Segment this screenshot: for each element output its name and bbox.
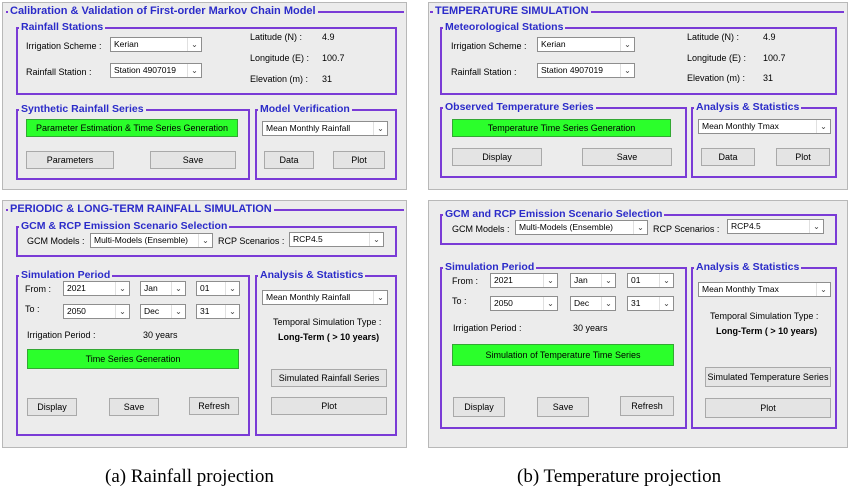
irrigation-period-label: Irrigation Period :	[27, 330, 96, 340]
chevron-down-icon: ⌄	[659, 274, 673, 287]
to-year-select[interactable]: 2050 ⌄	[490, 296, 558, 311]
save-button[interactable]: Save	[537, 397, 589, 417]
latitude-label: Latitude (N) :	[687, 32, 740, 42]
irrigation-period-value: 30 years	[143, 330, 178, 340]
save-button[interactable]: Save	[109, 398, 159, 416]
temperature-simulation-button[interactable]: Simulation of Temperature Time Series	[452, 344, 674, 366]
longitude-value: 100.7	[763, 53, 786, 63]
temperature-caption: (b) Temperature projection	[517, 466, 722, 487]
display-button[interactable]: Display	[452, 148, 542, 166]
plot-button[interactable]: Plot	[333, 151, 385, 169]
simulated-rainfall-series-button[interactable]: Simulated Rainfall Series	[271, 369, 387, 387]
from-month-select[interactable]: Jan ⌄	[140, 281, 186, 296]
from-label: From :	[25, 284, 51, 294]
chevron-down-icon: ⌄	[633, 221, 647, 234]
chevron-down-icon: ⌄	[115, 282, 129, 295]
latitude-value: 4.9	[322, 32, 335, 42]
rcp-scenarios-label: RCP Scenarios :	[218, 236, 285, 246]
rcp-scenarios-select[interactable]: RCP4.5 ⌄	[289, 232, 384, 247]
meteorological-stations-title: Meteorological Stations	[445, 21, 564, 33]
chevron-down-icon: ⌄	[816, 283, 830, 296]
chevron-down-icon: ⌄	[816, 120, 830, 133]
chevron-down-icon: ⌄	[115, 305, 129, 318]
latitude-label: Latitude (N) :	[250, 32, 303, 42]
display-button[interactable]: Display	[27, 398, 77, 416]
display-button[interactable]: Display	[453, 397, 505, 417]
analysis-statistics-title: Analysis & Statistics	[260, 269, 364, 281]
analysis-select[interactable]: Mean Monthly Rainfall ⌄	[262, 290, 388, 305]
chevron-down-icon: ⌄	[809, 220, 823, 233]
chevron-down-icon: ⌄	[171, 282, 185, 295]
to-day-select[interactable]: 31 ⌄	[627, 296, 674, 311]
irrigation-scheme-select[interactable]: Kerian ⌄	[110, 37, 202, 52]
chevron-down-icon: ⌄	[369, 233, 383, 246]
elevation-value: 31	[322, 74, 333, 84]
plot-button[interactable]: Plot	[271, 397, 387, 415]
save-button[interactable]: Save	[150, 151, 236, 169]
plot-button[interactable]: Plot	[776, 148, 830, 166]
from-year-select[interactable]: 2021 ⌄	[63, 281, 130, 296]
rainfall-calibration-title: Calibration & Validation of First-order Markov Chain Model	[10, 5, 316, 17]
data-button[interactable]: Data	[264, 151, 314, 169]
longitude-value: 100.7	[322, 53, 345, 63]
elevation-label: Elevation (m) :	[687, 73, 746, 83]
chevron-down-icon: ⌄	[171, 305, 185, 318]
gcm-models-select[interactable]: Multi-Models (Ensemble) ⌄	[515, 220, 648, 235]
gcm-models-label: GCM Models :	[27, 236, 85, 246]
to-label: To :	[25, 304, 40, 314]
plot-button[interactable]: Plot	[705, 398, 831, 418]
chevron-down-icon: ⌄	[187, 64, 201, 77]
from-day-select[interactable]: 01 ⌄	[196, 281, 240, 296]
rainfall-station-select[interactable]: Station 4907019 ⌄	[537, 63, 635, 78]
gcm-rcp-title: GCM and RCP Emission Scenario Selection	[445, 208, 663, 220]
chevron-down-icon: ⌄	[373, 291, 387, 304]
irrigation-period-value: 30 years	[573, 323, 608, 333]
from-label: From :	[452, 276, 478, 286]
chevron-down-icon: ⌄	[225, 305, 239, 318]
temperature-simulation-title: TEMPERATURE SIMULATION	[435, 5, 589, 17]
analysis-statistics-frame	[691, 107, 837, 178]
gcm-models-label: GCM Models :	[452, 224, 510, 234]
rcp-scenarios-select[interactable]: RCP4.5 ⌄	[727, 219, 824, 234]
to-label: To :	[452, 296, 467, 306]
observed-temperature-frame	[440, 107, 687, 178]
to-day-select[interactable]: 31 ⌄	[196, 304, 240, 319]
analysis-statistics-title: Analysis & Statistics	[696, 261, 800, 273]
chevron-down-icon: ⌄	[620, 64, 634, 77]
temporal-type-label: Temporal Simulation Type :	[710, 311, 819, 321]
rainfall-simulation-title: PERIODIC & LONG-TERM RAINFALL SIMULATION	[10, 203, 272, 215]
analysis-select[interactable]: Mean Monthly Tmax ⌄	[698, 282, 831, 297]
to-year-select[interactable]: 2050 ⌄	[63, 304, 130, 319]
rainfall-station-label: Rainfall Station :	[451, 67, 517, 77]
temporal-type-label: Temporal Simulation Type :	[273, 317, 382, 327]
verification-select[interactable]: Mean Monthly Rainfall ⌄	[262, 121, 388, 136]
chevron-down-icon: ⌄	[543, 274, 557, 287]
analysis-statistics-title: Analysis & Statistics	[696, 101, 800, 113]
model-verification-frame	[255, 109, 397, 180]
irrigation-period-label: Irrigation Period :	[453, 323, 522, 333]
synthetic-rainfall-title: Synthetic Rainfall Series	[21, 103, 144, 115]
simulated-temperature-series-button[interactable]: Simulated Temperature Series	[705, 367, 831, 387]
gcm-models-select[interactable]: Multi-Models (Ensemble) ⌄	[90, 233, 213, 248]
temporal-type-value: Long-Term ( > 10 years)	[716, 326, 818, 336]
parameters-button[interactable]: Parameters	[26, 151, 114, 169]
elevation-value: 31	[763, 73, 774, 83]
chevron-down-icon: ⌄	[659, 297, 673, 310]
irrigation-scheme-label: Irrigation Scheme :	[451, 41, 527, 51]
refresh-button[interactable]: Refresh	[620, 396, 674, 416]
rcp-scenarios-label: RCP Scenarios :	[653, 224, 720, 234]
longitude-label: Longitude (E) :	[250, 53, 310, 63]
analysis-select[interactable]: Mean Monthly Tmax ⌄	[698, 119, 831, 134]
rainfall-station-label: Rainfall Station :	[26, 67, 92, 77]
simulation-period-title: Simulation Period	[21, 269, 111, 281]
parameter-estimation-button[interactable]: Parameter Estimation & Time Series Generation	[26, 119, 238, 137]
chevron-down-icon: ⌄	[198, 234, 212, 247]
elevation-label: Elevation (m) :	[250, 74, 309, 84]
data-button[interactable]: Data	[701, 148, 755, 166]
model-verification-title: Model Verification	[260, 103, 350, 115]
from-day-select[interactable]: 01 ⌄	[627, 273, 674, 288]
longitude-label: Longitude (E) :	[687, 53, 747, 63]
rainfall-stations-title: Rainfall Stations	[21, 21, 104, 33]
to-month-select[interactable]: Dec ⌄	[140, 304, 186, 319]
latitude-value: 4.9	[763, 32, 776, 42]
chevron-down-icon: ⌄	[225, 282, 239, 295]
rainfall-caption: (a) Rainfall projection	[105, 466, 274, 487]
from-year-select[interactable]: 2021 ⌄	[490, 273, 558, 288]
chevron-down-icon: ⌄	[187, 38, 201, 51]
chevron-down-icon: ⌄	[620, 38, 634, 51]
simulation-period-title: Simulation Period	[445, 261, 535, 273]
gcm-rcp-title: GCM & RCP Emission Scenario Selection	[21, 220, 228, 232]
irrigation-scheme-label: Irrigation Scheme :	[26, 41, 102, 51]
save-button[interactable]: Save	[582, 148, 672, 166]
rainfall-station-select[interactable]: Station 4907019 ⌄	[110, 63, 202, 78]
chevron-down-icon: ⌄	[601, 297, 615, 310]
temperature-generation-button[interactable]: Temperature Time Series Generation	[452, 119, 671, 137]
from-month-select[interactable]: Jan ⌄	[570, 273, 616, 288]
refresh-button[interactable]: Refresh	[189, 397, 239, 415]
time-series-generation-button[interactable]: Time Series Generation	[27, 349, 239, 369]
irrigation-scheme-select[interactable]: Kerian ⌄	[537, 37, 635, 52]
chevron-down-icon: ⌄	[601, 274, 615, 287]
chevron-down-icon: ⌄	[373, 122, 387, 135]
observed-temperature-title: Observed Temperature Series	[445, 101, 594, 113]
chevron-down-icon: ⌄	[543, 297, 557, 310]
to-month-select[interactable]: Dec ⌄	[570, 296, 616, 311]
temporal-type-value: Long-Term ( > 10 years)	[278, 332, 380, 342]
